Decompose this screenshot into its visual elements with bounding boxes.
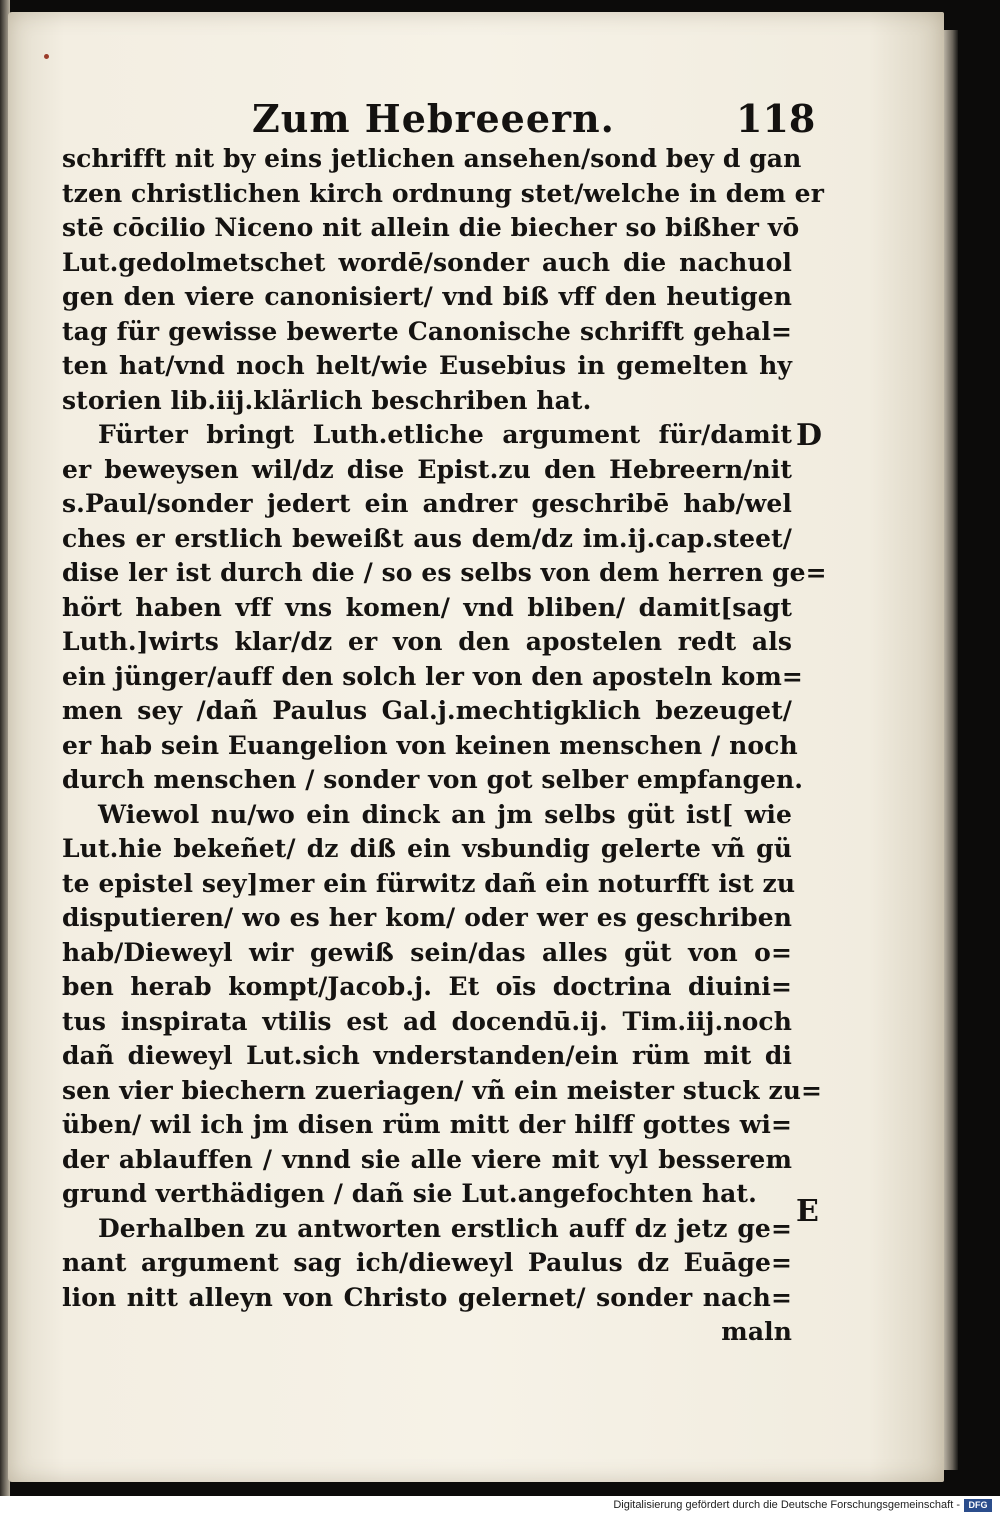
text-line: dise ler ist durch die / so es selbs von dem herren ge= [62, 558, 827, 587]
text-line: er hab sein Euangelion von keinen menschen / noch [62, 730, 798, 760]
text-line: tzen christlichen kirch ordnung stet/welche in dem er [62, 178, 824, 208]
text-line: disputieren/ wo es her kom/ oder wer es geschriben [62, 903, 792, 932]
folio-number: 118 [736, 96, 816, 141]
text-line: s.Paul/sonder jedert ein andrer geschribē hab/wel [62, 489, 792, 518]
text-line: Lut.gedolmetschet wordē/sonder auch die nachuol [62, 247, 792, 277]
dfg-logo-icon: DFG [964, 1499, 992, 1512]
text-line: lion nitt alleyn von Christo gelernet/ sonder nach= [62, 1282, 792, 1312]
text-line: ches er erstlich beweißt aus dem/dz im.ij.cap.steet/ [62, 523, 792, 553]
text-line: storien lib.iij.klärlich beschriben hat. [62, 385, 592, 415]
text-line: ben herab kompt/Jacob.j. Et oīs doctrina diuini= [62, 972, 792, 1001]
text-line: dañ dieweyl Lut.sich vnderstanden/ein rüm mit di [62, 1041, 792, 1070]
footer-bar [0, 1496, 1000, 1516]
page-edge-shadow [944, 30, 958, 1470]
text-line: ten hat/vnd noch helt/wie Eusebius in gemelten hy [62, 351, 792, 380]
footer-credit: Digitalisierung gefördert durch die Deutsche Forschungsgemeinschaft - [613, 1499, 960, 1511]
text-line: gen den viere canonisiert/ vnd biß vff den heutigen [62, 282, 792, 311]
marginal-letter: E [796, 1194, 819, 1229]
text-line: üben/ wil ich jm disen rüm mitt der hilff gottes wi= [62, 1110, 792, 1139]
text-line: grund verthädigen / dañ sie Lut.angefochten hat. [62, 1179, 757, 1208]
text-line: stē cōcilio Niceno nit allein die biecher so bißher vō [62, 213, 800, 242]
marginal-letter: D [796, 418, 823, 453]
text-line: hab/Dieweyl wir gewiß sein/das alles güt von o= [62, 937, 792, 967]
text-line: tag für gewisse bewerte Canonische schrifft gehal= [62, 316, 792, 346]
text-line: men sey /dañ Paulus Gal.j.mechtigklich bezeuget/ [62, 696, 792, 725]
text-block [62, 142, 827, 1350]
text-line: Fürter bringt Luth.etliche argument für/damit [98, 420, 792, 449]
text-line: sen vier biechern zueriagen/ vñ ein meister stuck zu= [62, 1075, 823, 1105]
text-line: der ablauffen / vnnd sie alle viere mit vyl besserem [62, 1144, 792, 1174]
text-line: ein jünger/auff den solch ler von den aposteln kom= [62, 661, 803, 691]
text-line: durch menschen / sonder von got selber empfangen. [62, 765, 804, 794]
catchword: maln [721, 1317, 792, 1346]
text-line: tus inspirata vtilis est ad docendū.ij. Tim.iij.noch [62, 1006, 792, 1036]
text-line: Luth.]wirts klar/dz er von den apostelen redt als [62, 627, 792, 656]
text-line: er beweysen wil/dz dise Epist.zu den Hebreern/nit [62, 454, 792, 484]
text-line: schrifft nit by eins jetlichen ansehen/sond bey d gan [62, 144, 802, 173]
text-line: Wiewol nu/wo ein dinck an jm selbs güt ist[ wie [98, 799, 792, 829]
ink-spot [44, 54, 49, 59]
text-line: te epistel sey]mer ein fürwitz dañ ein noturfft ist zu [62, 868, 796, 898]
text-line: nant argument sag ich/dieweyl Paulus dz Euāge= [62, 1248, 792, 1277]
text-line: Lut.hie bekeñet/ dz diß ein vsbundig gelerte vñ gü [62, 834, 792, 863]
text-line: hört haben vff vns komen/ vnd bliben/ damit[sagt [62, 592, 792, 622]
running-head: Zum Hebreeern. [252, 96, 615, 141]
text-line: Derhalben zu antworten erstlich auff dz jetz ge= [98, 1213, 792, 1243]
